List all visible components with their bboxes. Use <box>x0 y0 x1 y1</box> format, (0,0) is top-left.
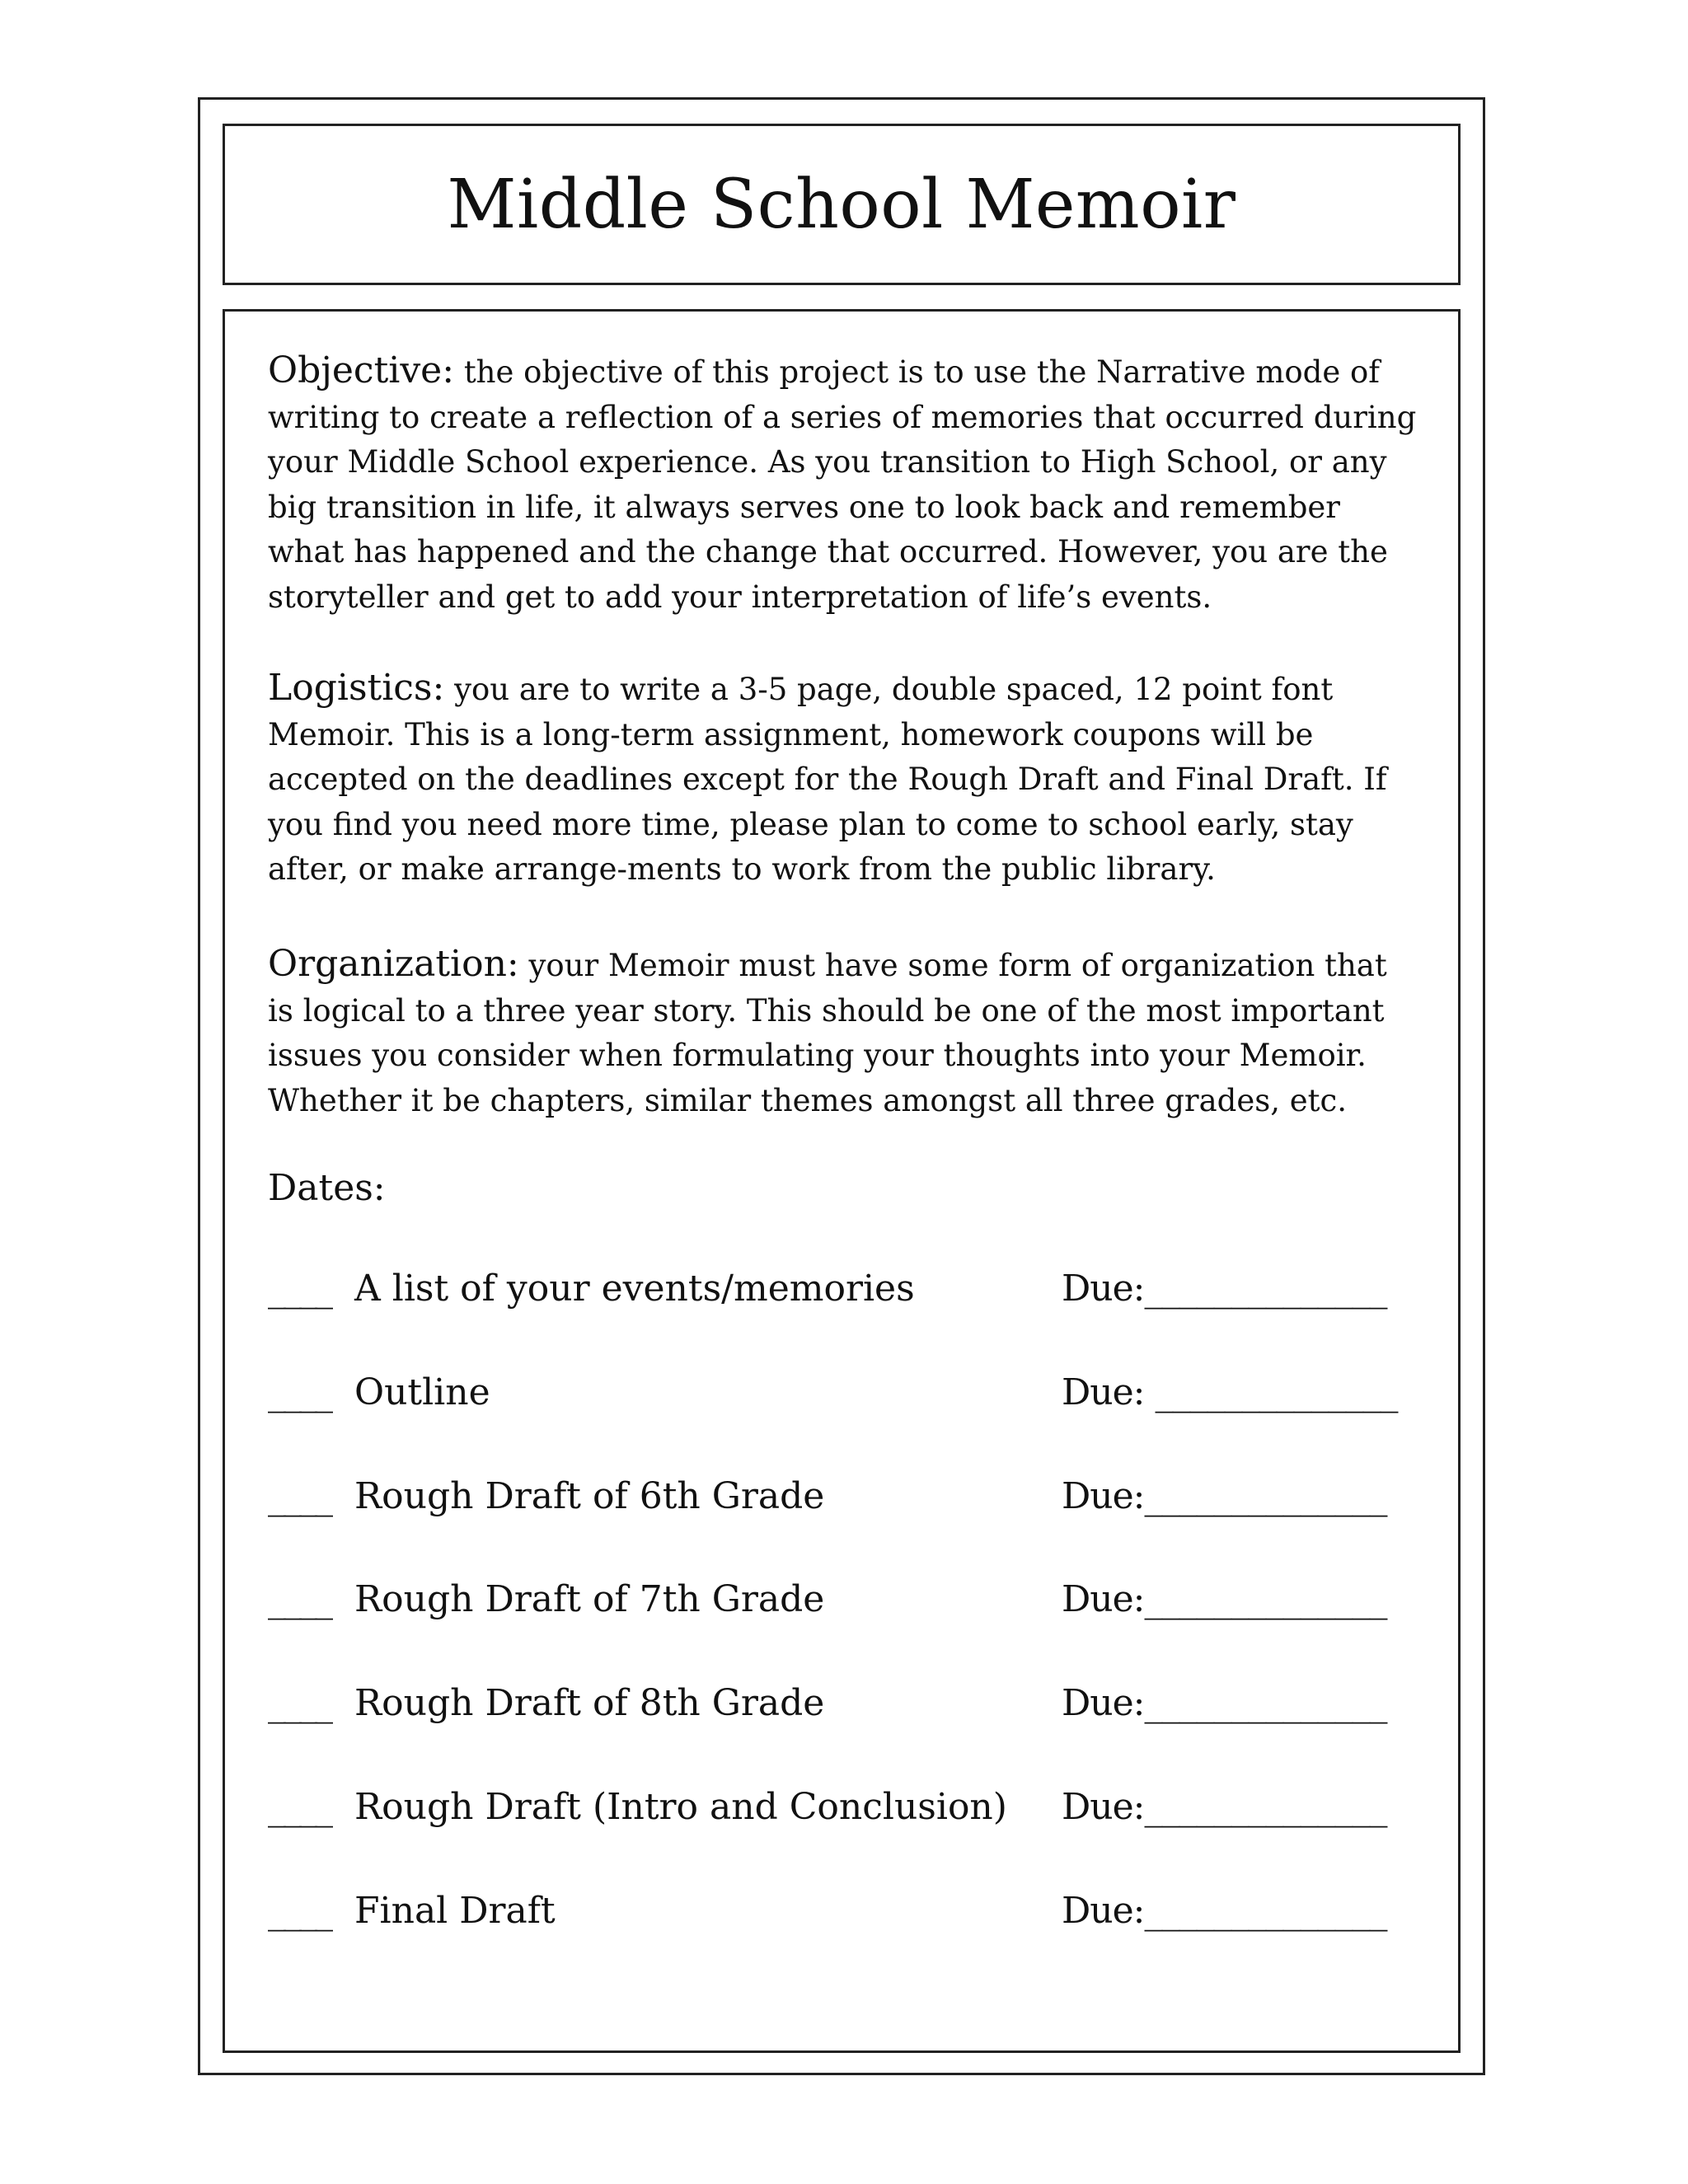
deadline-row <box>268 1890 1455 1939</box>
checkoff-blank[interactable]: ____ <box>268 1371 331 1413</box>
due-date-field[interactable]: Due:______________ <box>1062 1268 1387 1310</box>
due-date-field[interactable]: Due: ______________ <box>1062 1371 1398 1413</box>
deadline-label: Rough Draft of 6th Grade <box>354 1475 825 1517</box>
checkoff-blank[interactable]: ____ <box>268 1578 331 1620</box>
due-date-field[interactable]: Due:______________ <box>1062 1786 1387 1828</box>
organization-text: your Memoir must have some form of organization that is logical to a three year story. This should be one of the most important issues you consider when formulating your thoughts into your Memoir. Whether it be chapters, similar themes amongst all three grades, etc. <box>268 948 1387 1118</box>
organization-heading: Organization: <box>268 943 519 985</box>
logistics-section <box>268 666 1422 893</box>
dates-heading: Dates: <box>268 1167 386 1209</box>
deadline-label: Rough Draft of 7th Grade <box>354 1578 825 1620</box>
objective-text: the objective of this project is to use the Narrative mode of writing to create a reflection of a series of memories that occurred during your Middle School experience. As you transition to High School, or any big transition in life, it always serves one to look back and remember what has happened and the change that occurred. However, you are the storyteller and get to add your interpretation of life’s events. <box>268 354 1417 615</box>
checkoff-blank[interactable]: ____ <box>268 1682 331 1724</box>
deadline-label: Final Draft <box>354 1890 556 1932</box>
checkoff-blank[interactable]: ____ <box>268 1268 331 1310</box>
checkoff-blank[interactable]: ____ <box>268 1786 331 1828</box>
deadline-row <box>268 1682 1455 1732</box>
due-date-field[interactable]: Due:______________ <box>1062 1682 1387 1724</box>
objective-section <box>268 349 1422 620</box>
due-date-field[interactable]: Due:______________ <box>1062 1890 1387 1932</box>
logistics-text: you are to write a 3-5 page, double spaced, 12 point font Memoir. This is a long-term assignment, homework coupons will be accepted on the deadlines except for the Rough Draft and Final Draft. If you find you need more time, please plan to come to school early, stay after, or make arrange-ments to work from the public library. <box>268 672 1387 887</box>
due-date-field[interactable]: Due:______________ <box>1062 1475 1387 1517</box>
objective-heading: Objective: <box>268 349 455 391</box>
deadline-label: Outline <box>354 1371 490 1413</box>
title-box <box>223 124 1461 285</box>
deadline-row <box>268 1578 1455 1628</box>
content-box <box>223 309 1461 2053</box>
deadline-row <box>268 1786 1455 1835</box>
deadline-label: Rough Draft of 8th Grade <box>354 1682 825 1724</box>
deadline-label: A list of your events/memories <box>354 1268 915 1310</box>
checkoff-blank[interactable]: ____ <box>268 1475 331 1517</box>
due-date-field[interactable]: Due:______________ <box>1062 1578 1387 1620</box>
deadline-row <box>268 1268 1455 1317</box>
checkoff-blank[interactable]: ____ <box>268 1890 331 1932</box>
page-title: Middle School Memoir <box>447 165 1236 244</box>
logistics-heading: Logistics: <box>268 667 445 709</box>
deadline-row <box>268 1371 1455 1421</box>
organization-section <box>268 942 1422 1123</box>
deadline-row <box>268 1475 1455 1525</box>
deadline-label: Rough Draft (Intro and Conclusion) <box>354 1786 1007 1828</box>
